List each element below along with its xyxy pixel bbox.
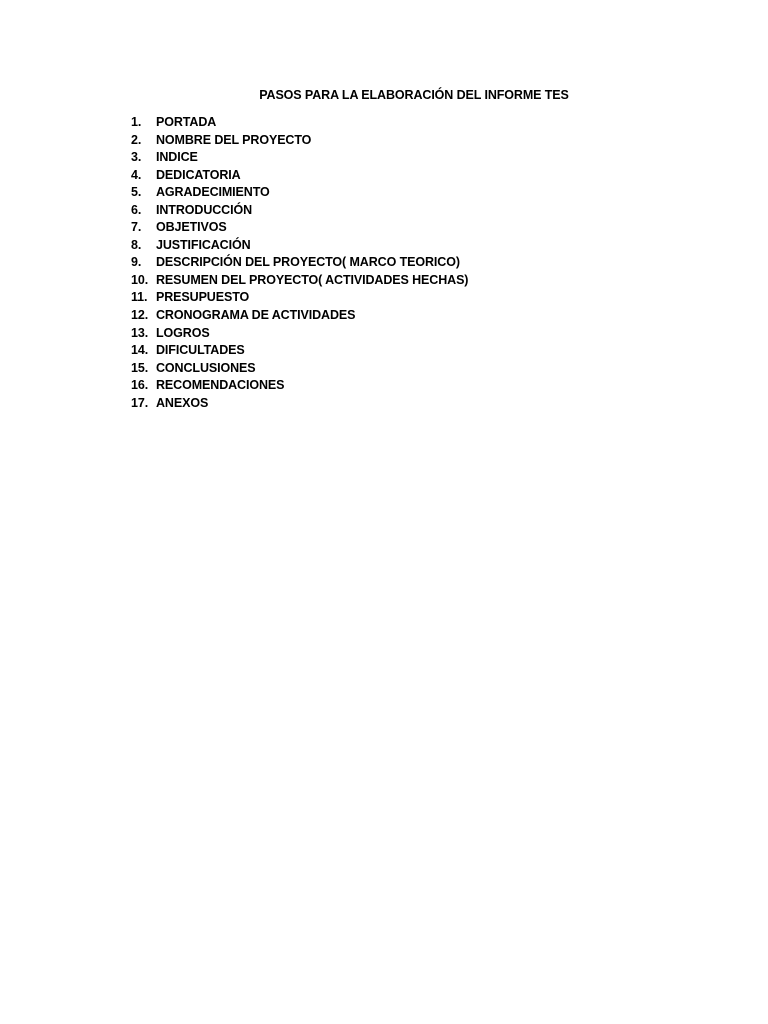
item-text: RECOMENDACIONES bbox=[156, 378, 285, 393]
item-number: 4. bbox=[131, 167, 142, 182]
list-item bbox=[131, 219, 468, 237]
item-text: CRONOGRAMA DE ACTIVIDADES bbox=[156, 308, 356, 323]
item-number: 17. bbox=[131, 395, 149, 410]
item-number: 6. bbox=[131, 202, 142, 217]
item-number: 8. bbox=[131, 237, 142, 252]
item-text: PRESUPUESTO bbox=[156, 290, 250, 305]
item-number: 11. bbox=[131, 290, 148, 305]
list-item bbox=[131, 395, 468, 413]
item-text: JUSTIFICACIÓN bbox=[156, 237, 251, 252]
item-text: RESUMEN DEL PROYECTO( ACTIVIDADES HECHAS) bbox=[156, 272, 469, 287]
item-text: DESCRIPCIÓN DEL PROYECTO( MARCO TEORICO) bbox=[156, 255, 460, 270]
item-number: 5. bbox=[131, 185, 142, 200]
list-item bbox=[131, 272, 468, 290]
list-item bbox=[131, 377, 468, 395]
list-item bbox=[131, 342, 468, 360]
item-text: AGRADECIMIENTO bbox=[156, 185, 270, 200]
document-title: PASOS PARA LA ELABORACIÓN DEL INFORME TES bbox=[259, 88, 569, 102]
item-text: PORTADA bbox=[156, 115, 217, 129]
list-item bbox=[131, 360, 468, 378]
item-text: NOMBRE DEL PROYECTO bbox=[156, 132, 312, 147]
list-item bbox=[131, 254, 468, 272]
steps-list bbox=[131, 114, 468, 412]
item-number: 7. bbox=[131, 220, 142, 235]
item-number: 12. bbox=[131, 308, 149, 323]
list-item bbox=[131, 202, 468, 220]
list-item bbox=[131, 289, 468, 307]
list-item bbox=[131, 184, 468, 202]
item-text: DIFICULTADES bbox=[156, 343, 245, 358]
item-number: 16. bbox=[131, 378, 149, 393]
item-text: CONCLUSIONES bbox=[156, 360, 256, 375]
item-number: 1. bbox=[131, 115, 142, 129]
item-number: 15. bbox=[131, 360, 149, 375]
item-text: OBJETIVOS bbox=[156, 220, 227, 235]
item-text: ANEXOS bbox=[156, 395, 209, 410]
item-number: 10. bbox=[131, 272, 149, 287]
list-item bbox=[131, 325, 468, 343]
list-item bbox=[131, 237, 468, 255]
item-text: INDICE bbox=[156, 150, 198, 165]
item-number: 9. bbox=[131, 255, 142, 270]
item-number: 14. bbox=[131, 343, 149, 358]
list-item bbox=[131, 132, 468, 150]
item-number: 13. bbox=[131, 325, 149, 340]
item-number: 2. bbox=[131, 132, 142, 147]
item-text: INTRODUCCIÓN bbox=[156, 202, 253, 217]
list-item bbox=[131, 167, 468, 185]
list-item bbox=[131, 114, 468, 132]
list-item bbox=[131, 307, 468, 325]
item-text: LOGROS bbox=[156, 325, 210, 340]
list-item bbox=[131, 149, 468, 167]
item-number: 3. bbox=[131, 150, 142, 165]
item-text: DEDICATORIA bbox=[156, 167, 241, 182]
